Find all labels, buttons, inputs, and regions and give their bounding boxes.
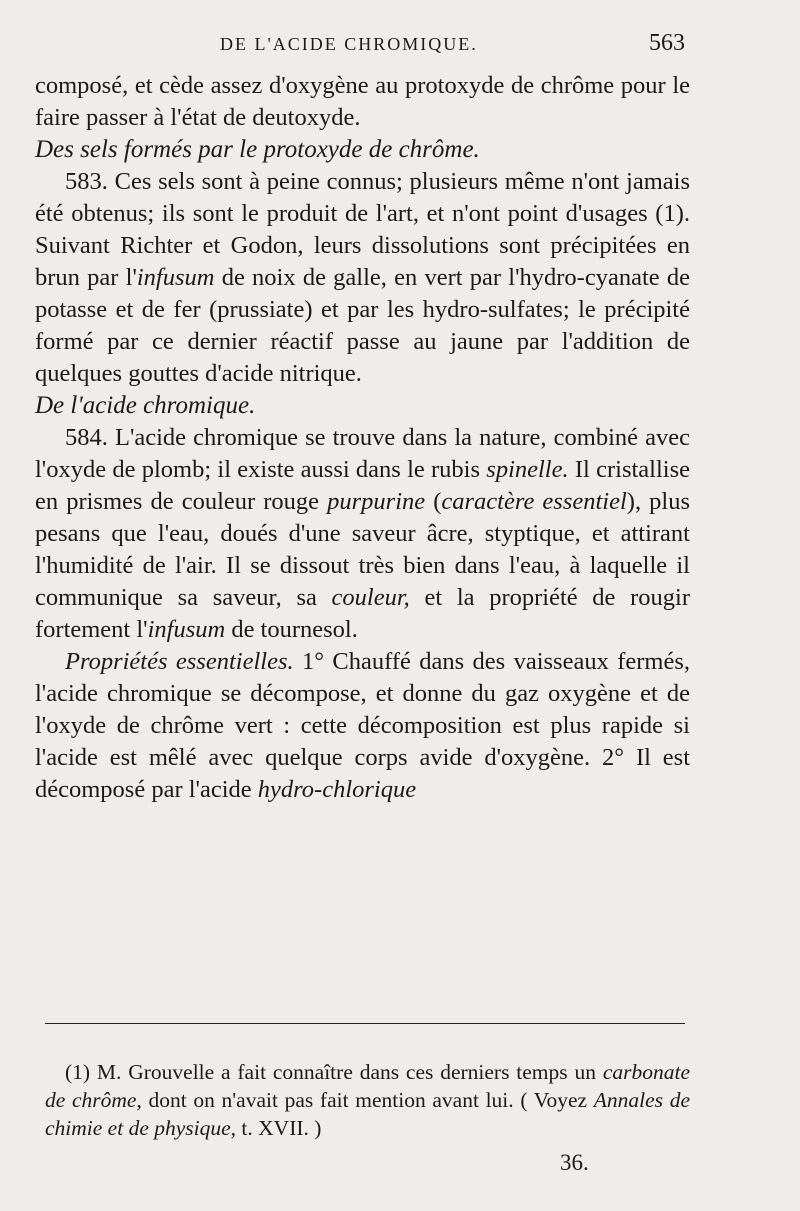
footnote-text [45,1058,690,1142]
footnote [45,1058,690,1142]
italic-term: infusum [147,616,226,643]
body-text [35,70,690,806]
italic-term: hydro-chlorique [257,776,417,803]
italic-term: couleur, [331,584,410,611]
italic-term: caractère essentiel [441,488,627,515]
text-run: (1) M. Grouvelle a fait connaître dans ces derniers temps un [65,1060,603,1084]
italic-term: infusum [136,264,215,291]
text-run: 1° Chauffé dans des vaisseaux fermés, l'acide chromique se décompose, et donne du gaz oxygène et de l'oxyde de chrôme vert : cette décomposition est plus rapide si l'acide est mêlé avec quelque corps avide d'oxygène. 2° Il est décomposé par l'acide [35,648,690,803]
text-run: ( [425,488,442,515]
paragraph-properties [35,646,690,806]
section-title-salts: Des sels formés par le protoxyde de chrôme. [35,136,480,163]
page-number: 563 [649,30,685,56]
italic-term: purpurine [327,488,426,515]
text-run: 583. Ces sels sont à peine connus; plusieurs même n'ont jamais été obtenus; ils sont le produit de l'art, et n'ont point d'usages (1). Suivant Richter et Godon, leurs dissolutions sont précipitées en brun par l' [35,168,690,291]
signature-mark: 36. [560,1150,589,1175]
italic-term: carbonate de chrôme, [45,1060,690,1112]
italic-term: spinelle. [486,456,569,483]
continuation-paragraph: composé, et cède assez d'oxygène au protoxyde de chrôme pour le faire passer à l'état de deutoxyde. [35,72,690,131]
italic-heading: Propriétés essentielles. [65,648,294,675]
text-run: , t. XVII. ) [230,1116,322,1140]
text-run: de noix de galle, en vert par l'hydro-cyanate de potasse et de fer (prussiate) et par les hydro-sulfates; le précipité formé par ce dernier réactif passe au jaune par l'addition de quelques gouttes d'acide nitrique. [35,264,690,387]
footnote-rule [45,1023,685,1024]
italic-term: Annales de chimie et de physique [45,1088,690,1140]
paragraph-583 [35,166,690,390]
text-run: de tournesol. [225,616,358,643]
section-title-chromic-acid: De l'acide chromique. [35,392,256,419]
text-run: 584. L'acide chromique se trouve dans la nature, combiné avec l'oxyde de plomb; il existe aussi dans le rubis [35,424,690,483]
text-run: Il cristallise en prismes de couleur rouge [35,456,690,515]
text-run: ), plus pesans que l'eau, doués d'une saveur âcre, styptique, et attirant l'humidité de l'air. Il se dissout très bien dans l'eau, à laquelle il communique sa saveur, sa [35,488,691,611]
paragraph-584 [35,422,690,646]
page-header [35,30,685,64]
text-run: dont on n'avait pas fait mention avant lui. ( Voyez [141,1088,594,1112]
text-run: et la propriété de rougir fortement l' [35,584,690,643]
running-head: DE L'ACIDE CHROMIQUE. [220,34,478,54]
